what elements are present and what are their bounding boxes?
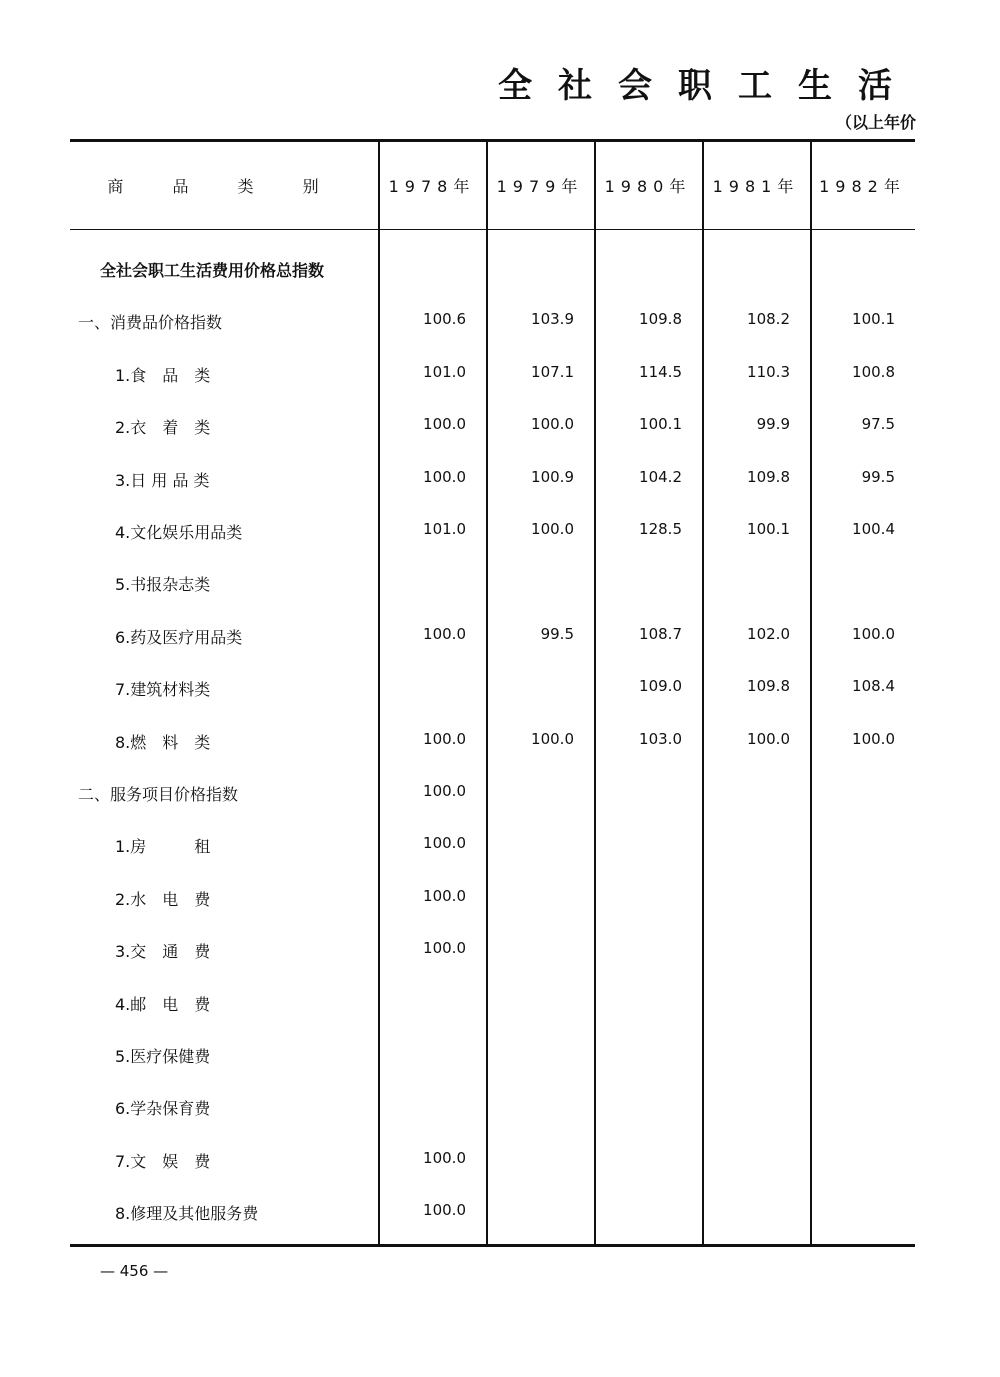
table-row bbox=[70, 310, 915, 340]
table-row bbox=[70, 1044, 915, 1074]
row-value: 100.0 bbox=[423, 624, 466, 643]
table-row bbox=[70, 782, 915, 812]
row-label: 5.书报杂志类 bbox=[115, 575, 211, 595]
row-value: 109.8 bbox=[747, 677, 790, 696]
table-row bbox=[70, 363, 915, 393]
row-value: 101.0 bbox=[423, 362, 466, 381]
row-value: 97.5 bbox=[861, 415, 895, 434]
row-value: 99.9 bbox=[756, 415, 790, 434]
row-value: 100.9 bbox=[531, 467, 574, 486]
row-value: 100.0 bbox=[423, 886, 466, 905]
row-value: 109.8 bbox=[639, 310, 682, 329]
table-row bbox=[70, 572, 915, 602]
table-row bbox=[70, 834, 915, 864]
row-value: 107.1 bbox=[531, 362, 574, 381]
row-value: 128.5 bbox=[639, 520, 682, 538]
row-label: 4.邮 电 费 bbox=[115, 994, 211, 1014]
row-value: 108.4 bbox=[852, 677, 895, 696]
header-year: 1980年 bbox=[604, 177, 692, 196]
row-label: 3.交 通 费 bbox=[115, 942, 211, 962]
row-value: 100.4 bbox=[852, 520, 895, 538]
row-value: 99.5 bbox=[540, 624, 574, 643]
row-value: 100.0 bbox=[423, 467, 466, 486]
row-label: 全社会职工生活费用价格总指数 bbox=[100, 261, 325, 280]
table-row bbox=[70, 625, 915, 655]
row-label: 4.文化娱乐用品类 bbox=[115, 523, 243, 542]
row-value: 109.8 bbox=[747, 467, 790, 486]
row-value: 103.9 bbox=[531, 310, 574, 329]
page-subtitle: （以上年价 bbox=[835, 113, 916, 132]
row-value: 100.0 bbox=[423, 1201, 466, 1220]
row-label: 5.医疗保健费 bbox=[115, 1047, 211, 1066]
row-value: 100.0 bbox=[531, 415, 574, 434]
row-value: 99.5 bbox=[861, 467, 895, 486]
table-row bbox=[70, 258, 915, 288]
row-value: 100.8 bbox=[852, 362, 895, 381]
row-value: 100.0 bbox=[423, 1148, 466, 1167]
row-value: 109.0 bbox=[639, 677, 682, 696]
row-label: 6.药及医疗用品类 bbox=[115, 627, 243, 647]
table-row bbox=[70, 415, 915, 445]
row-value: 104.2 bbox=[639, 467, 682, 486]
table-row bbox=[70, 677, 915, 707]
page-number: — 456 — bbox=[100, 1262, 169, 1280]
row-label: 8.修理及其他服务费 bbox=[115, 1204, 259, 1224]
row-value: 100.0 bbox=[747, 729, 790, 748]
row-value: 100.0 bbox=[423, 782, 466, 800]
row-value: 108.2 bbox=[747, 310, 790, 329]
row-value: 100.1 bbox=[639, 415, 682, 434]
row-value: 100.0 bbox=[423, 834, 466, 853]
row-value: 100.1 bbox=[852, 310, 895, 329]
row-value: 100.0 bbox=[423, 939, 466, 958]
row-label: 1.食 品 类 bbox=[115, 365, 211, 385]
row-label: 2.水 电 费 bbox=[115, 889, 211, 909]
header-year: 1981年 bbox=[712, 177, 800, 196]
row-value: 108.7 bbox=[639, 624, 682, 643]
table-row bbox=[70, 520, 915, 550]
page-title: 全社会职工生活 bbox=[498, 66, 918, 106]
row-value: 100.6 bbox=[423, 310, 466, 329]
table-row bbox=[70, 887, 915, 917]
table-row bbox=[70, 468, 915, 498]
row-value: 101.0 bbox=[423, 520, 466, 538]
row-value: 100.0 bbox=[852, 729, 895, 748]
header-year: 1979年 bbox=[496, 177, 584, 196]
row-label: 7.文 娱 费 bbox=[115, 1151, 211, 1171]
row-label: 3.日 用 品 类 bbox=[115, 470, 210, 490]
row-value: 100.0 bbox=[531, 729, 574, 748]
table-row bbox=[70, 1149, 915, 1179]
row-label: 一、消费品价格指数 bbox=[78, 313, 223, 333]
bottom-rule bbox=[70, 1244, 915, 1247]
header-rule bbox=[70, 229, 915, 230]
table-row bbox=[70, 1096, 915, 1126]
row-label: 8.燃 料 类 bbox=[115, 732, 211, 752]
table-row bbox=[70, 992, 915, 1022]
row-value: 100.1 bbox=[747, 520, 790, 538]
table-row bbox=[70, 1201, 915, 1231]
table-row bbox=[70, 939, 915, 969]
row-label: 2.衣 着 类 bbox=[115, 418, 211, 438]
row-label: 7.建筑材料类 bbox=[115, 680, 211, 700]
row-value: 103.0 bbox=[639, 729, 682, 748]
header-year: 1982年 bbox=[819, 177, 906, 196]
row-value: 102.0 bbox=[747, 624, 790, 643]
row-value: 100.0 bbox=[852, 624, 895, 643]
row-value: 100.0 bbox=[423, 729, 466, 748]
row-label: 二、服务项目价格指数 bbox=[78, 785, 239, 804]
row-value: 114.5 bbox=[639, 362, 682, 381]
row-label: 1.房 租 bbox=[115, 837, 211, 857]
header-year: 1978年 bbox=[388, 177, 476, 196]
table-row bbox=[70, 730, 915, 760]
row-label: 6.学杂保育费 bbox=[115, 1099, 211, 1119]
header-category: 商 品 类 别 bbox=[107, 177, 341, 196]
row-value: 100.0 bbox=[531, 520, 574, 538]
row-value: 100.0 bbox=[423, 415, 466, 434]
row-value: 110.3 bbox=[747, 362, 790, 381]
